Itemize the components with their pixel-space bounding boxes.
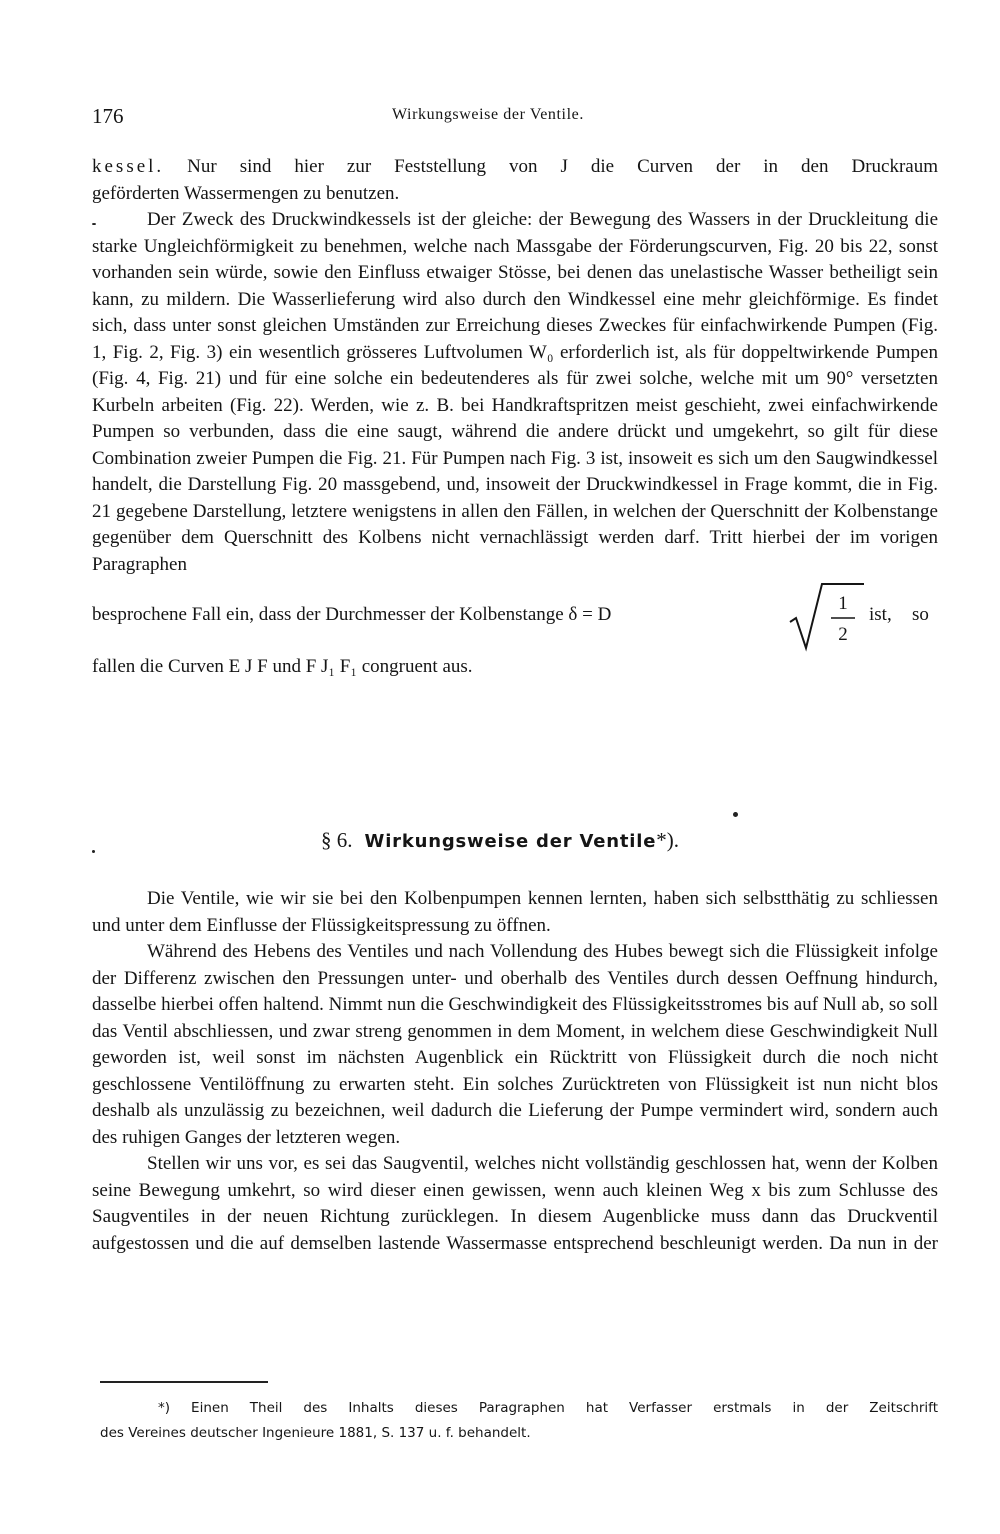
paragraph-continuation-line-2: geförderten Wassermengen zu benutzen. <box>92 182 400 204</box>
section-title: Wirkungsweise der Ventile <box>364 831 657 852</box>
line-text: Nur sind hier zur Feststellung von J die Curven der in den Druckraum <box>164 156 938 177</box>
formula-lead-text: besprochene Fall ein, dass der Durchmesser der Kolbenstange δ = D <box>92 604 612 625</box>
square-root-formula <box>786 582 866 652</box>
running-head <box>92 104 938 130</box>
running-title: Wirkungsweise der Ventile. <box>392 106 584 123</box>
body-text-block-1 <box>92 154 938 681</box>
formula-trailing-word: so <box>912 604 929 625</box>
paragraph-ventile-intro: Die Ventile, wie wir sie bei den Kolbenpumpen kennen lernten, haben sich selbstthätig zu schliessen und unter dem Einflusse der Flüssigkeitspressung zu öffnen. <box>92 888 938 936</box>
footnote <box>100 1396 938 1446</box>
formula-trailing-text: ist, <box>869 604 892 625</box>
paragraph-hebens: Während des Hebens des Ventiles und nach Vollendung des Hubes bewegt sich die Flüssigkeit infolge der Differenz zwischen den Pressungen unter- und oberhalb des Ventiles durch dessen Oeffnung hindurch, dasselbe hierbei offen haltend. Nimmt nun die Geschwindigkeit des Flüssigkeitsstromes bis auf Null ab, so soll das Ventil abschliessen, und zwar streng genommen in dem Moment, in welchem diese Geschwindigkeit Null geworden ist, weil sonst im nächsten Augenblick ein Rücktritt von Flüssigkeit durch die noch nicht geschlossene Ventilöffnung zu erwarten steht. Ein solches Zurücktreten von Flüssigkeit ist nun nicht blos deshalb als unzulässig zu bezeichnen, weil dadurch die Lieferung der Pumpe vermindert wird, sondern auch des ruhigen Ganges der letzteren wegen. <box>92 941 938 1148</box>
paragraph-continuation-line-1 <box>92 154 938 181</box>
print-speck <box>92 223 96 225</box>
paragraph-saugventil: Stellen wir uns vor, es sei das Saugventil, welches nicht vollständig geschlossen hat, wenn der Kolben seine Bewegung umkehrt, so wird dieser einen gewissen, wenn auch kleinen Weg x bis zum Schlusse des Saugventiles in der neuen Richtung zurücklegen. In diesem Augenblicke muss dann das Druckventil aufgestossen und die auf demselben lastende Wassermasse entsprechend beschleunigt werden. Da nun in der <box>92 1153 938 1254</box>
footnote-line-2: des Vereines deutscher Ingenieure 1881, S. 137 u. f. behandelt. <box>100 1425 531 1441</box>
formula-line <box>92 582 938 654</box>
footnote-rule <box>100 1381 268 1383</box>
paragraph-druckwindkessel: Der Zweck des Druckwindkessels ist der gleiche: der Bewegung des Wassers in der Druckleitung die starke Ungleichförmigkeit zu benehmen, welche nach Massgabe der Förderungscurven, Fig. 20 bis 22, sonst vorhanden sein würde, sowie den Einfluss etwaiger Stösse, bei denen das unelastische Wasser betheiligt sein kann, zu mildern. Die Wasserlieferung wird also durch den Windkessel eine mehr gleichförmige. Es findet sich, dass unter sonst gleichen Umständen zur Erreichung dieses Zweckes für einfachwirkende Pumpen (Fig. 1, Fig. 2, Fig. 3) ein wesentlich grösseres Luftvolumen W₀ erforderlich ist, als für doppeltwirkende Pumpen (Fig. 4, Fig. 21) und für eine solche ein bedeutenderes als für zwei solche, welche mit um 90° versetzten Kurbeln arbeiten (Fig. 22). Werden, wie z. B. bei Handkraftspritzen meist geschieht, zwei einfachwirkende Pumpen so verbunden, dass die eine saugt, während die andere drückt und umgekehrt, so gilt für diese Combination zweier Pumpen die Fig. 21. Für Pumpen nach Fig. 3 ist, insoweit es sich um den Saugwindkessel handelt, die Darstellung Fig. 20 massgebend, und, insoweit der Druckwindkessel in Frage kommt, die in Fig. 21 gegebene Darstellung, letztere wenigstens in allen den Fällen, in welchen der Querschnitt der Kolbenstange gegenüber dem Querschnitt des Kolbens nicht vernachlässigt werden darf. Tritt hierbei der im vorigen Paragraphen <box>92 209 938 575</box>
print-speck <box>733 812 738 817</box>
formula-numerator: 1 <box>838 593 848 614</box>
spaced-word: kessel. <box>92 156 165 177</box>
section-heading <box>0 828 1000 853</box>
footnote-line-1: *) Einen Theil des Inhalts dieses Paragraphen hat Verfasser erstmals in der Zeitschrift <box>158 1400 938 1416</box>
body-text-block-2 <box>92 886 938 1257</box>
print-speck <box>92 850 95 853</box>
footnote-marker: *). <box>656 828 679 852</box>
formula-denominator: 2 <box>838 624 848 645</box>
page-number: 176 <box>92 104 124 128</box>
curves-line: fallen die Curven E J F und F J₁ F₁ congruent aus. <box>92 656 473 677</box>
section-number: § 6. <box>321 828 353 852</box>
